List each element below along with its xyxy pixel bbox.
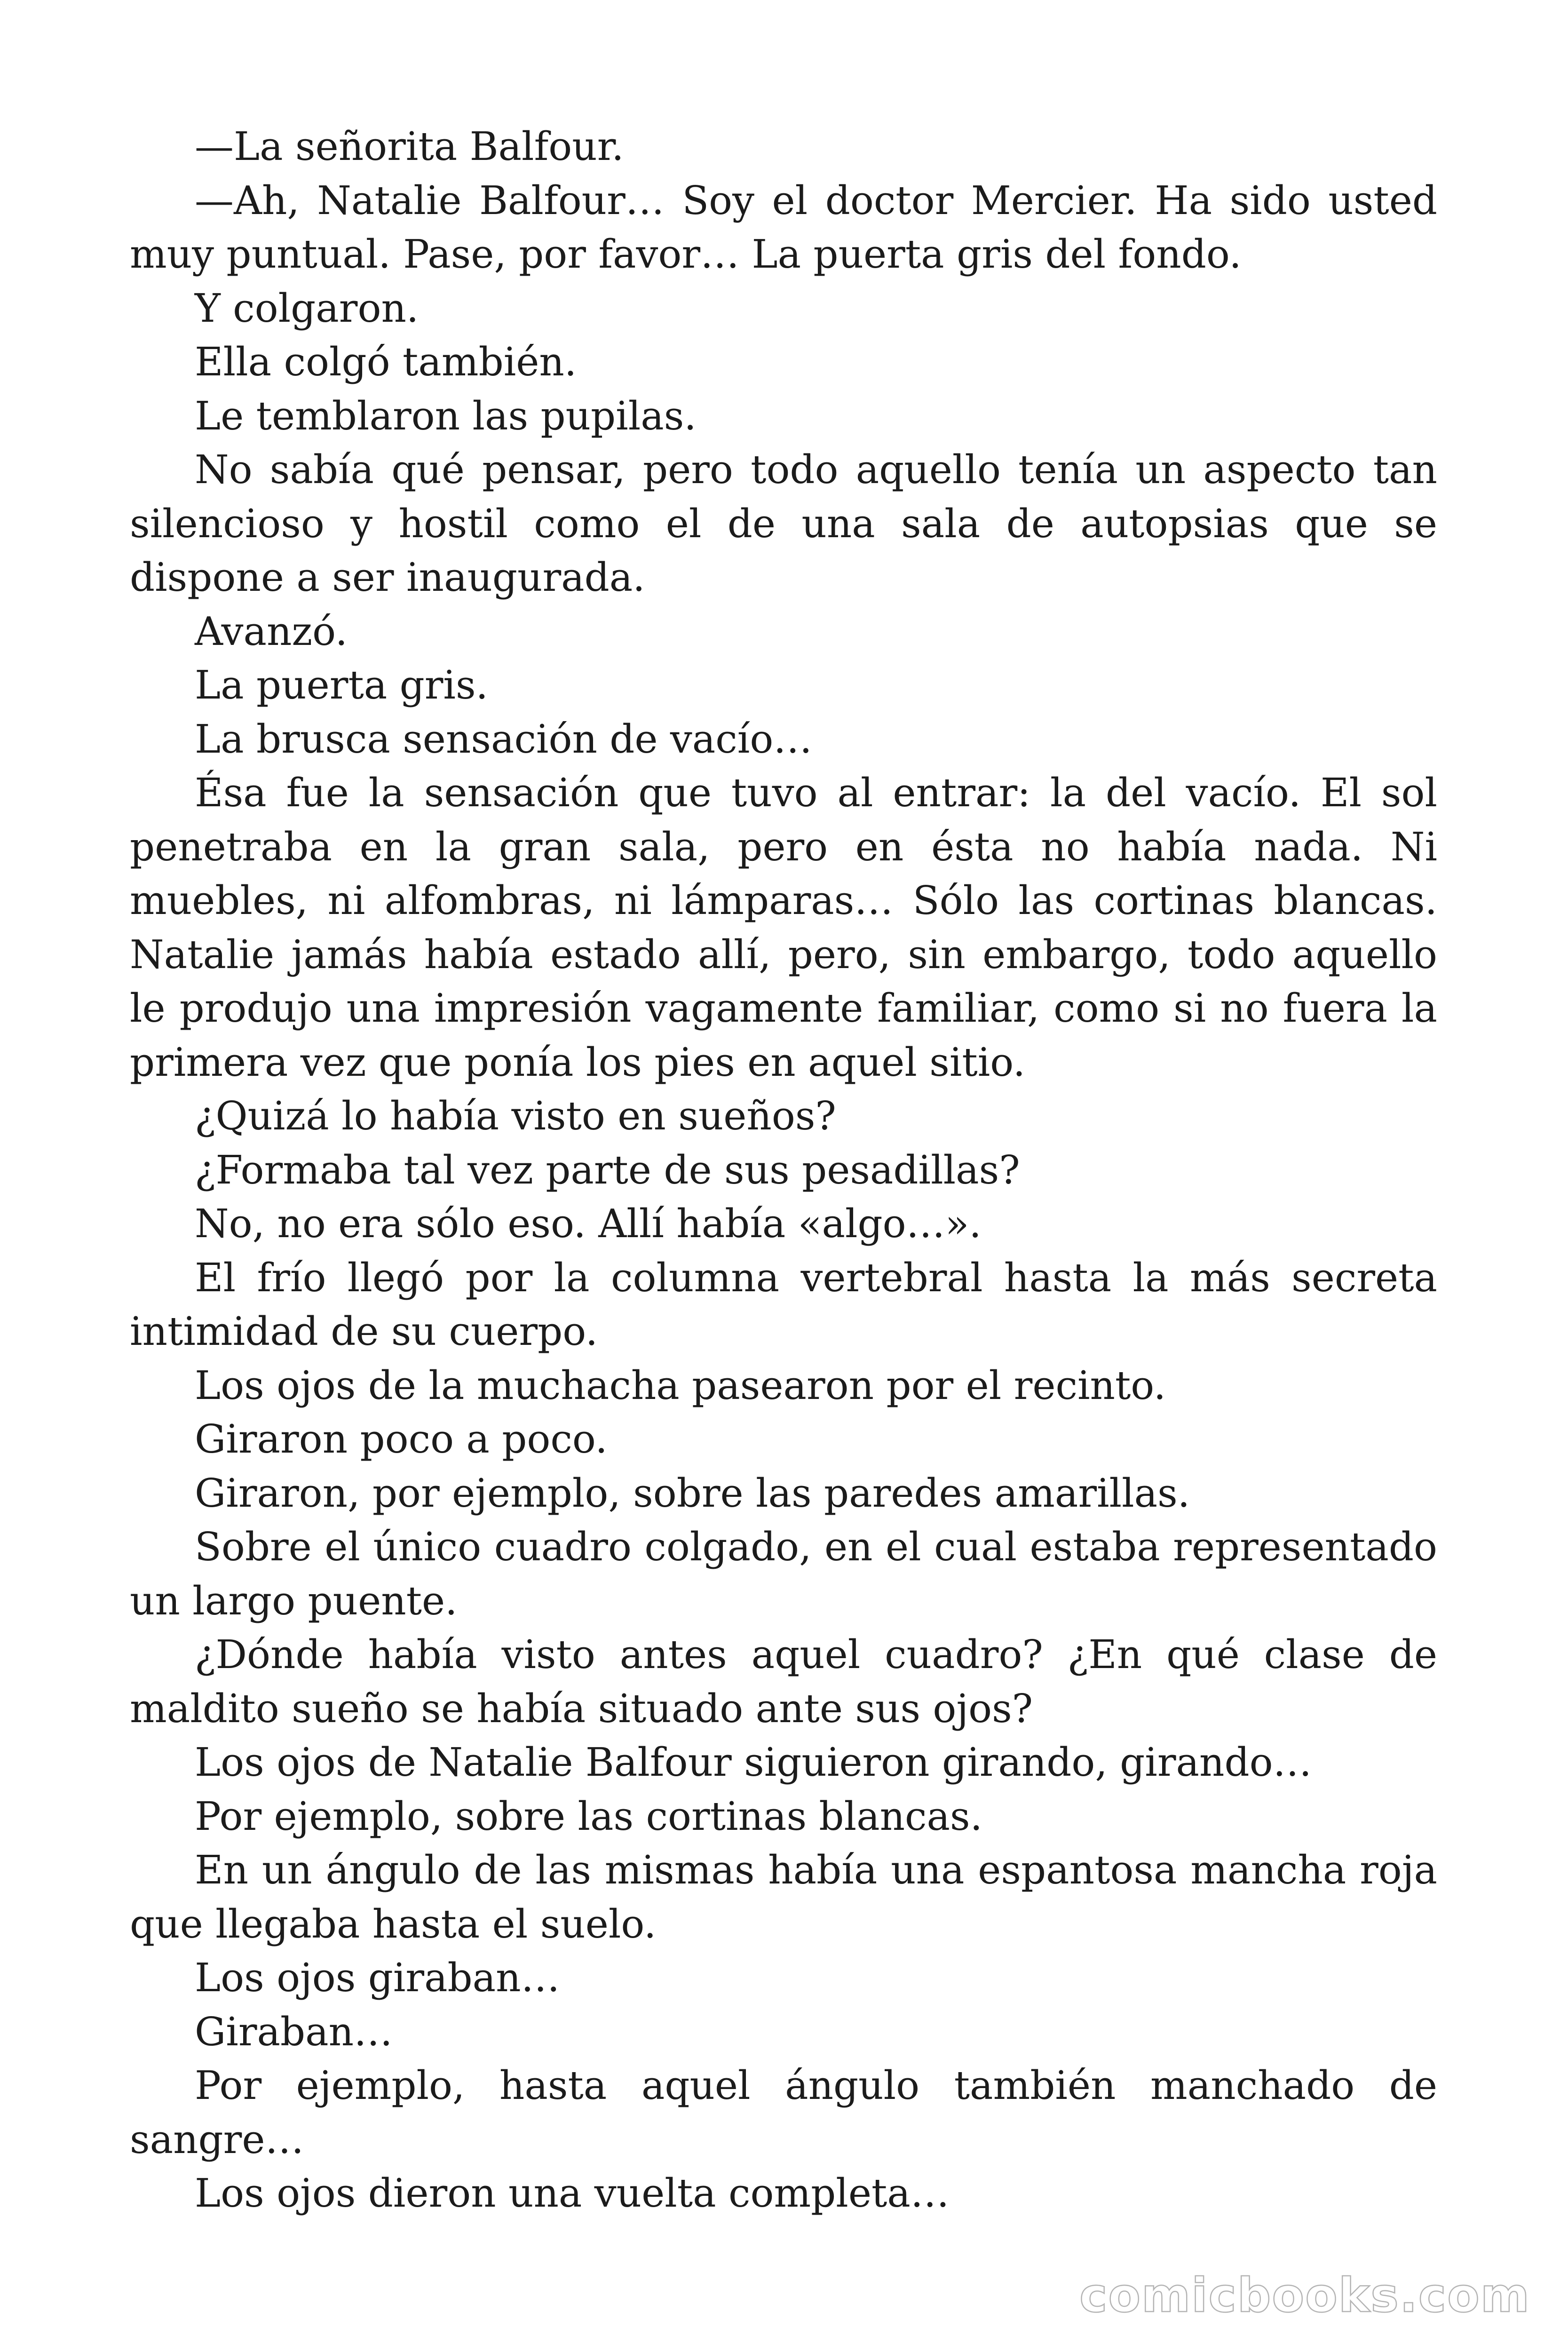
- paragraph: Por ejemplo, hasta aquel ángulo también manchado de sangre…: [130, 2063, 1437, 2162]
- paragraph: Sobre el único cuadro colgado, en el cual estaba representado un largo puente.: [130, 1524, 1437, 1624]
- paragraph: Giraban…: [195, 2009, 393, 2055]
- paragraph: Los ojos de Natalie Balfour siguieron girando, girando…: [195, 1740, 1312, 1785]
- paragraph: La puerta gris.: [195, 662, 488, 708]
- watermark: comicbooks.com: [1079, 2268, 1530, 2323]
- paragraph: Avanzó.: [195, 608, 348, 654]
- paragraph: Giraron poco a poco.: [195, 1416, 608, 1462]
- paragraph: Por ejemplo, sobre las cortinas blancas.: [195, 1793, 982, 1839]
- paragraph: Giraron, por ejemplo, sobre las paredes amarillas.: [195, 1470, 1190, 1516]
- paragraph: El frío llegó por la columna vertebral hasta la más secreta intimidad de su cuerpo.: [130, 1255, 1437, 1354]
- paragraph: Y colgaron.: [195, 285, 419, 331]
- paragraph: ¿Dónde había visto antes aquel cuadro? ¿En qué clase de maldito sueño se había situado ante sus ojos?: [130, 1632, 1437, 1732]
- paragraph: No sabía qué pensar, pero todo aquello tenía un aspecto tan silencioso y hostil como el de una sala de autopsias que se dispone a ser inaugurada.: [130, 447, 1437, 600]
- paragraph: Le temblaron las pupilas.: [195, 393, 697, 439]
- paragraph: No, no era sólo eso. Allí había «algo…».: [195, 1201, 982, 1247]
- text-body: [130, 120, 1437, 2221]
- paragraph: En un ángulo de las mismas había una espantosa mancha roja que llegaba hasta el suelo.: [130, 1847, 1437, 1947]
- paragraph: Los ojos dieron una vuelta completa…: [195, 2170, 950, 2216]
- paragraph: —La señorita Balfour.: [195, 124, 624, 169]
- paragraph: Los ojos giraban…: [195, 1955, 560, 2001]
- paragraph: ¿Quizá lo había visto en sueños?: [195, 1093, 836, 1139]
- paragraph: La brusca sensación de vacío…: [195, 716, 813, 762]
- paragraph: Ésa fue la sensación que tuvo al entrar: la del vacío. El sol penetraba en la gran sala, pero en ésta no había nada. Ni muebles, ni alfombras, ni lámparas… Sólo las cortinas blancas. Natalie jamás había estado allí, pero, sin embargo, todo aquello le produjo una impresión vagamente familiar, como si no fuera la primera vez que ponía los pies en aquel sitio.: [130, 770, 1437, 1085]
- paragraph: —Ah, Natalie Balfour… Soy el doctor Mercier. Ha sido usted muy puntual. Pase, por favor… La puerta gris del fondo.: [130, 177, 1437, 277]
- paragraph: Los ojos de la muchacha pasearon por el recinto.: [195, 1362, 1166, 1408]
- paragraph: ¿Formaba tal vez parte de sus pesadillas?: [195, 1147, 1020, 1193]
- paragraph: Ella colgó también.: [195, 339, 577, 385]
